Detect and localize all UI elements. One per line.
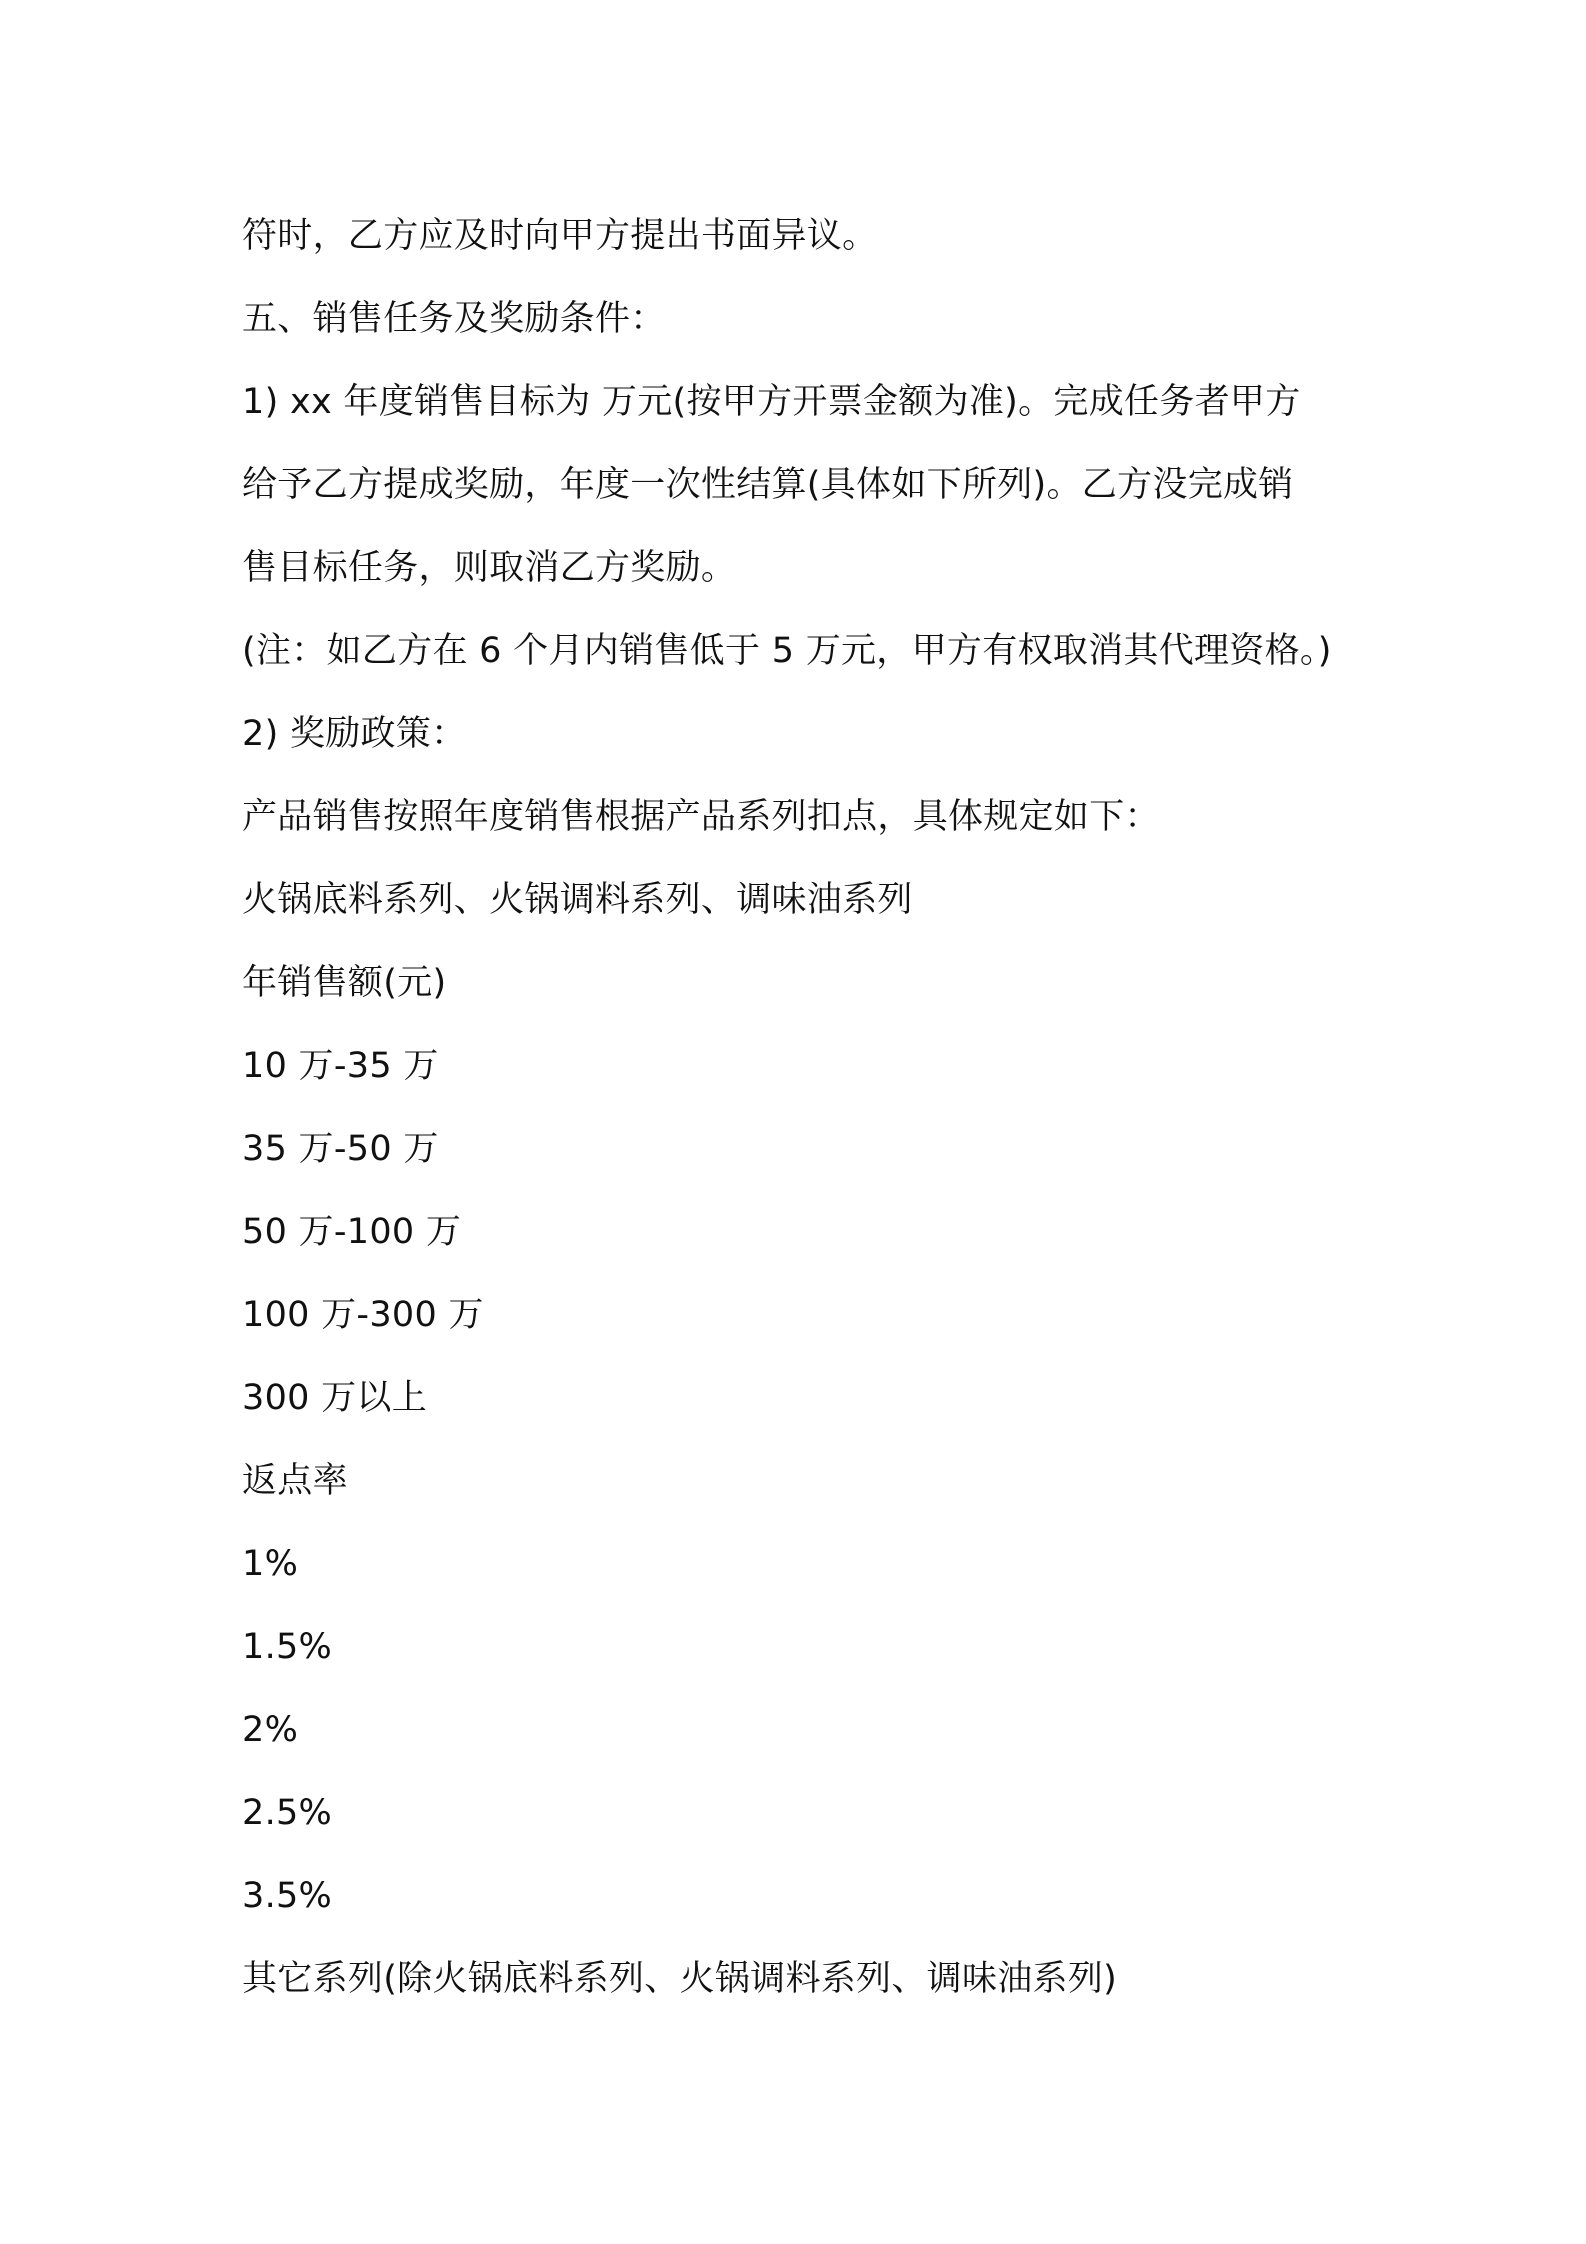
rebate-rate: 2%	[242, 1710, 299, 1750]
product-series-line: 火锅底料系列、火锅调料系列、调味油系列	[242, 880, 913, 920]
sales-range: 100 万-300 万	[242, 1295, 484, 1335]
rebate-column-header: 返点率	[242, 1461, 348, 1501]
sales-column-header: 年销售额(元)	[242, 963, 447, 1003]
rebate-rate: 3.5%	[242, 1876, 333, 1916]
product-series-line: 其它系列(除火锅底料系列、火锅调料系列、调味油系列)	[242, 1959, 1118, 1999]
text-line: 产品销售按照年度销售根据产品系列扣点，具体规定如下：	[242, 797, 1160, 837]
text-line: 1) xx 年度销售目标为 万元(按甲方开票金额为准)。完成任务者甲方	[242, 382, 1301, 422]
sales-range: 50 万-100 万	[242, 1212, 462, 1252]
text-line: 符时，乙方应及时向甲方提出书面异议。	[242, 216, 878, 256]
rebate-rate: 1.5%	[242, 1627, 333, 1667]
note-line: (注：如乙方在 6 个月内销售低于 5 万元，甲方有权取消其代理资格。)	[242, 631, 1332, 671]
document-body	[242, 195, 1362, 2021]
rebate-rate: 2.5%	[242, 1793, 333, 1833]
sales-range: 300 万以上	[242, 1378, 428, 1418]
subheading: 2) 奖励政策：	[242, 714, 467, 754]
text-line: 售目标任务，则取消乙方奖励。	[242, 548, 737, 588]
sales-range: 10 万-35 万	[242, 1046, 439, 1086]
sales-range: 35 万-50 万	[242, 1129, 439, 1169]
text-line: 给予乙方提成奖励，年度一次性结算(具体如下所列)。乙方没完成销	[242, 465, 1294, 505]
section-heading: 五、销售任务及奖励条件：	[242, 299, 666, 339]
rebate-rate: 1%	[242, 1544, 299, 1584]
